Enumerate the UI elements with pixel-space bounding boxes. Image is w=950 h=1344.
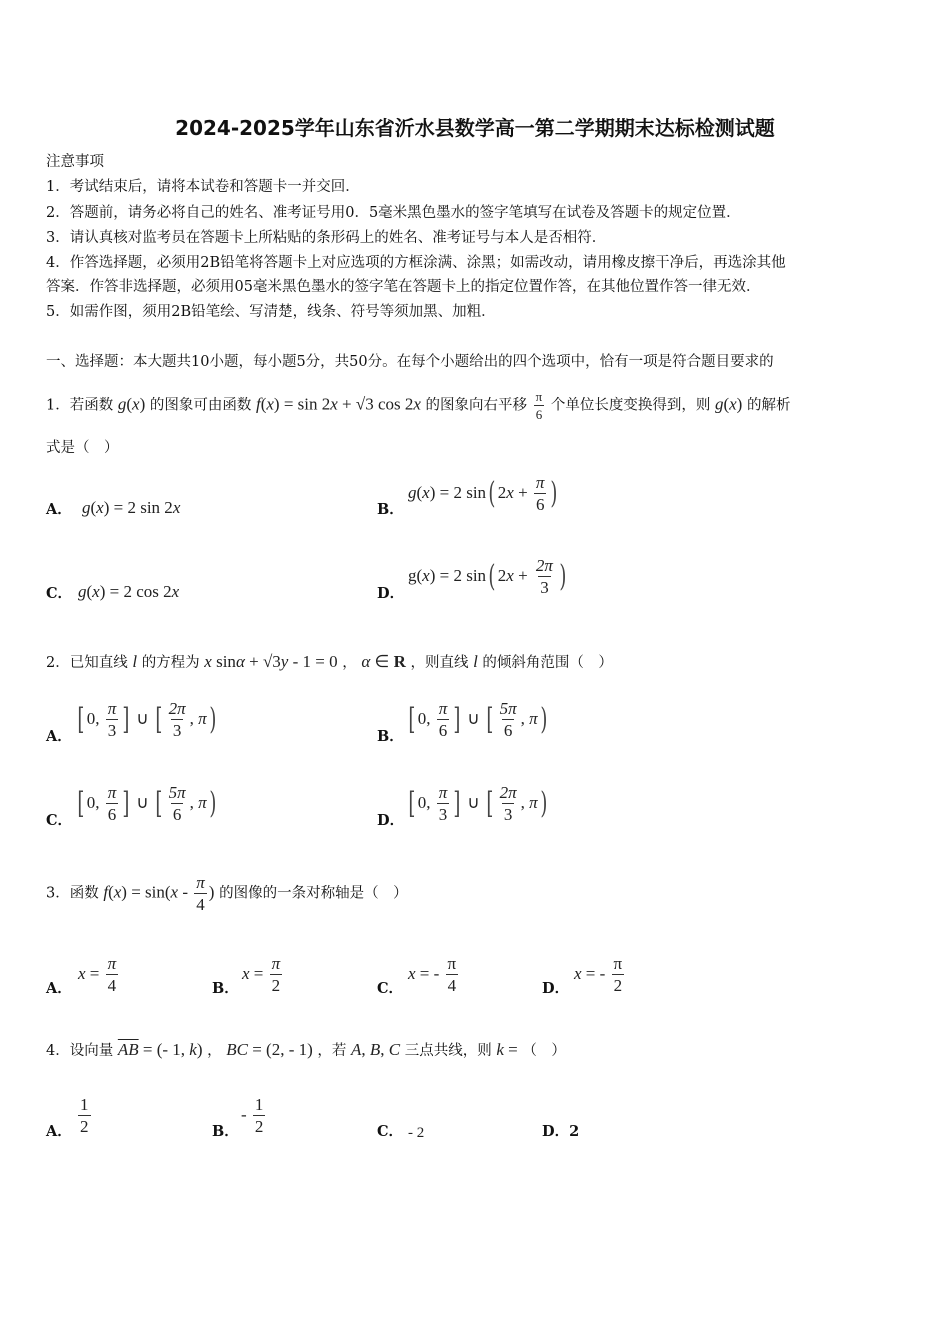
stem-text: 个单位长度变换得到，则 — [550, 397, 711, 414]
notice-heading: 注意事项 — [46, 154, 104, 170]
stem-text: 的解析 — [746, 397, 791, 414]
question-number: 3． — [46, 885, 70, 902]
option-label: D． — [542, 980, 570, 997]
option-label: A． — [46, 1123, 72, 1140]
option-formula: [ 0, $\frac{\pi}{6}$ ] ∪ [ $\frac{5\pi}{6}$ , π) — [77, 783, 217, 824]
notice-item: 3．请认真核对监考员在答题卡上所粘贴的条形码上的姓名、准考证号与本人是否相符． — [46, 230, 607, 246]
option-label: C． — [377, 980, 404, 997]
page-title: 2024-2025学年山东省沂水县数学高一第二学期期末达标检测试题 — [175, 116, 775, 140]
section-heading: 一、选择题：本大题共10小题，每小题5分，共50分。在每个小题给出的四个选项中，恰有一项是符合题目要求的 — [46, 354, 774, 370]
option-label: D． — [377, 812, 405, 829]
option-formula: g(x) = 2 sin 2x — [82, 498, 181, 517]
option-formula: - $\frac{1}{2}$ — [241, 1095, 264, 1136]
question-number: 1． — [46, 397, 70, 414]
stem-text: 的图象可由函数 — [149, 397, 252, 414]
stem-text: ，则直线 — [410, 655, 469, 671]
notice-item: 2．答题前，请务必将自己的姓名、准考证号用0．5毫米黑色墨水的签字笔填写在试卷及答题卡的规定位置． — [46, 205, 741, 221]
stem-text: 的图象向右平移 — [425, 397, 528, 414]
option-formula: g(x) = 2 sin( 2x + $\frac{\pi}{6}$ ) — [408, 473, 558, 514]
question-number: 2． — [46, 655, 70, 671]
question-2-stem: 2．已知直线 l 的方程为 x sinα + √3y - 1 = 0 ， α ∈ R ，则直线 l 的倾斜角范围（ ） — [46, 652, 613, 671]
stem-text: 函数 — [69, 885, 99, 902]
option-formula: $\frac{1}{2}$ — [80, 1095, 89, 1136]
option-label: A． — [46, 980, 72, 997]
stem-text: 的倾斜角范围（ ） — [482, 655, 613, 671]
option-formula: g(x) = 2 cos 2x — [78, 582, 180, 601]
fraction: $\frac{\pi}{6}$ — [535, 389, 543, 422]
stem-text: ， — [342, 655, 357, 671]
question-number: 4． — [46, 1043, 70, 1059]
option-label: B． — [377, 728, 404, 745]
option-formula: [ 0, $\frac{\pi}{3}$ ] ∪ [ $\frac{2\pi}{3}$ , π) — [408, 783, 548, 824]
option-label — [542, 1120, 579, 1141]
option-label: B． — [212, 980, 239, 997]
option-label: C． — [46, 585, 73, 602]
option-formula: x = $\frac{\pi}{4}$ — [78, 954, 117, 995]
option-label: B． — [212, 1123, 239, 1140]
stem-text: 的图像的一条对称轴是（ ） — [219, 885, 408, 902]
option-formula: x = - $\frac{\pi}{4}$ — [408, 954, 457, 995]
question-1-stem: 1．若函数 g(x) 的图象可由函数 f(x) = sin 2x + √3 cos 2x 的图象向右平移 $\frac{\pi}{6}$ 个单位长度变换得到，则 g(x) 的解析 — [46, 389, 791, 422]
option-label: D． — [377, 585, 405, 602]
option-label: C． — [377, 1123, 404, 1140]
notice-item: 1．考试结束后，请将本试卷和答题卡一并交回． — [46, 179, 360, 195]
stem-text: 已知直线 — [69, 655, 128, 671]
notice-item: 5．如需作图，须用2B铅笔绘、写清楚，线条、符号等须加黑、加粗． — [46, 304, 496, 320]
option-label: A． — [46, 501, 72, 518]
stem-text: 式是（ ） — [46, 440, 119, 456]
option-value: 2 — [569, 1123, 580, 1140]
option-label: B． — [377, 501, 404, 518]
stem-text: 若函数 — [69, 397, 114, 414]
option-formula: x = $\frac{\pi}{2}$ — [242, 954, 281, 995]
formula: f — [255, 394, 261, 414]
option-letter: D． — [542, 1123, 570, 1140]
option-label: C． — [46, 812, 73, 829]
option-formula: x = - $\frac{\pi}{2}$ — [574, 954, 623, 995]
stem-text: （ ） — [522, 1043, 566, 1059]
stem-text: ， — [207, 1043, 222, 1059]
option-formula: - 2 — [408, 1125, 425, 1141]
stem-text: ，若 — [317, 1043, 347, 1059]
option-formula: g(x) = 2 sin( 2x + $\frac{2\pi}{3}$ ) — [408, 556, 567, 597]
option-label: A． — [46, 728, 72, 745]
stem-text: 的方程为 — [141, 655, 200, 671]
question-4-stem: 4．设向量 $\overline{AB}$ = (- 1, k) ， BC = (2, - 1) ，若 A, B, C 三点共线，则 k = （ ） — [46, 1040, 566, 1059]
option-formula: [ 0, $\frac{\pi}{3}$ ] ∪ [ $\frac{2\pi}{3}$ , π) — [77, 699, 217, 740]
formula: g — [117, 394, 127, 414]
notice-item: 答案．作答非选择题，必须用05毫米黑色墨水的签字笔在答题卡上的指定位置作答，在其他位置作答一律无效． — [46, 279, 761, 295]
stem-text: 设向量 — [69, 1043, 114, 1059]
option-formula: [ 0, $\frac{\pi}{6}$ ] ∪ [ $\frac{5\pi}{6}$ , π) — [408, 699, 548, 740]
question-3-stem: 3．函数 f(x) = sin(x - $\frac{\pi}{4}$ ) 的图像的一条对称轴是（ ） — [46, 873, 408, 914]
notice-item: 4．作答选择题，必须用2B铅笔将答题卡上对应选项的方框涂满、涂黑；如需改动，请用橡皮擦干净后，再选涂其他 — [46, 255, 786, 271]
stem-text: 三点共线，则 — [404, 1043, 492, 1059]
